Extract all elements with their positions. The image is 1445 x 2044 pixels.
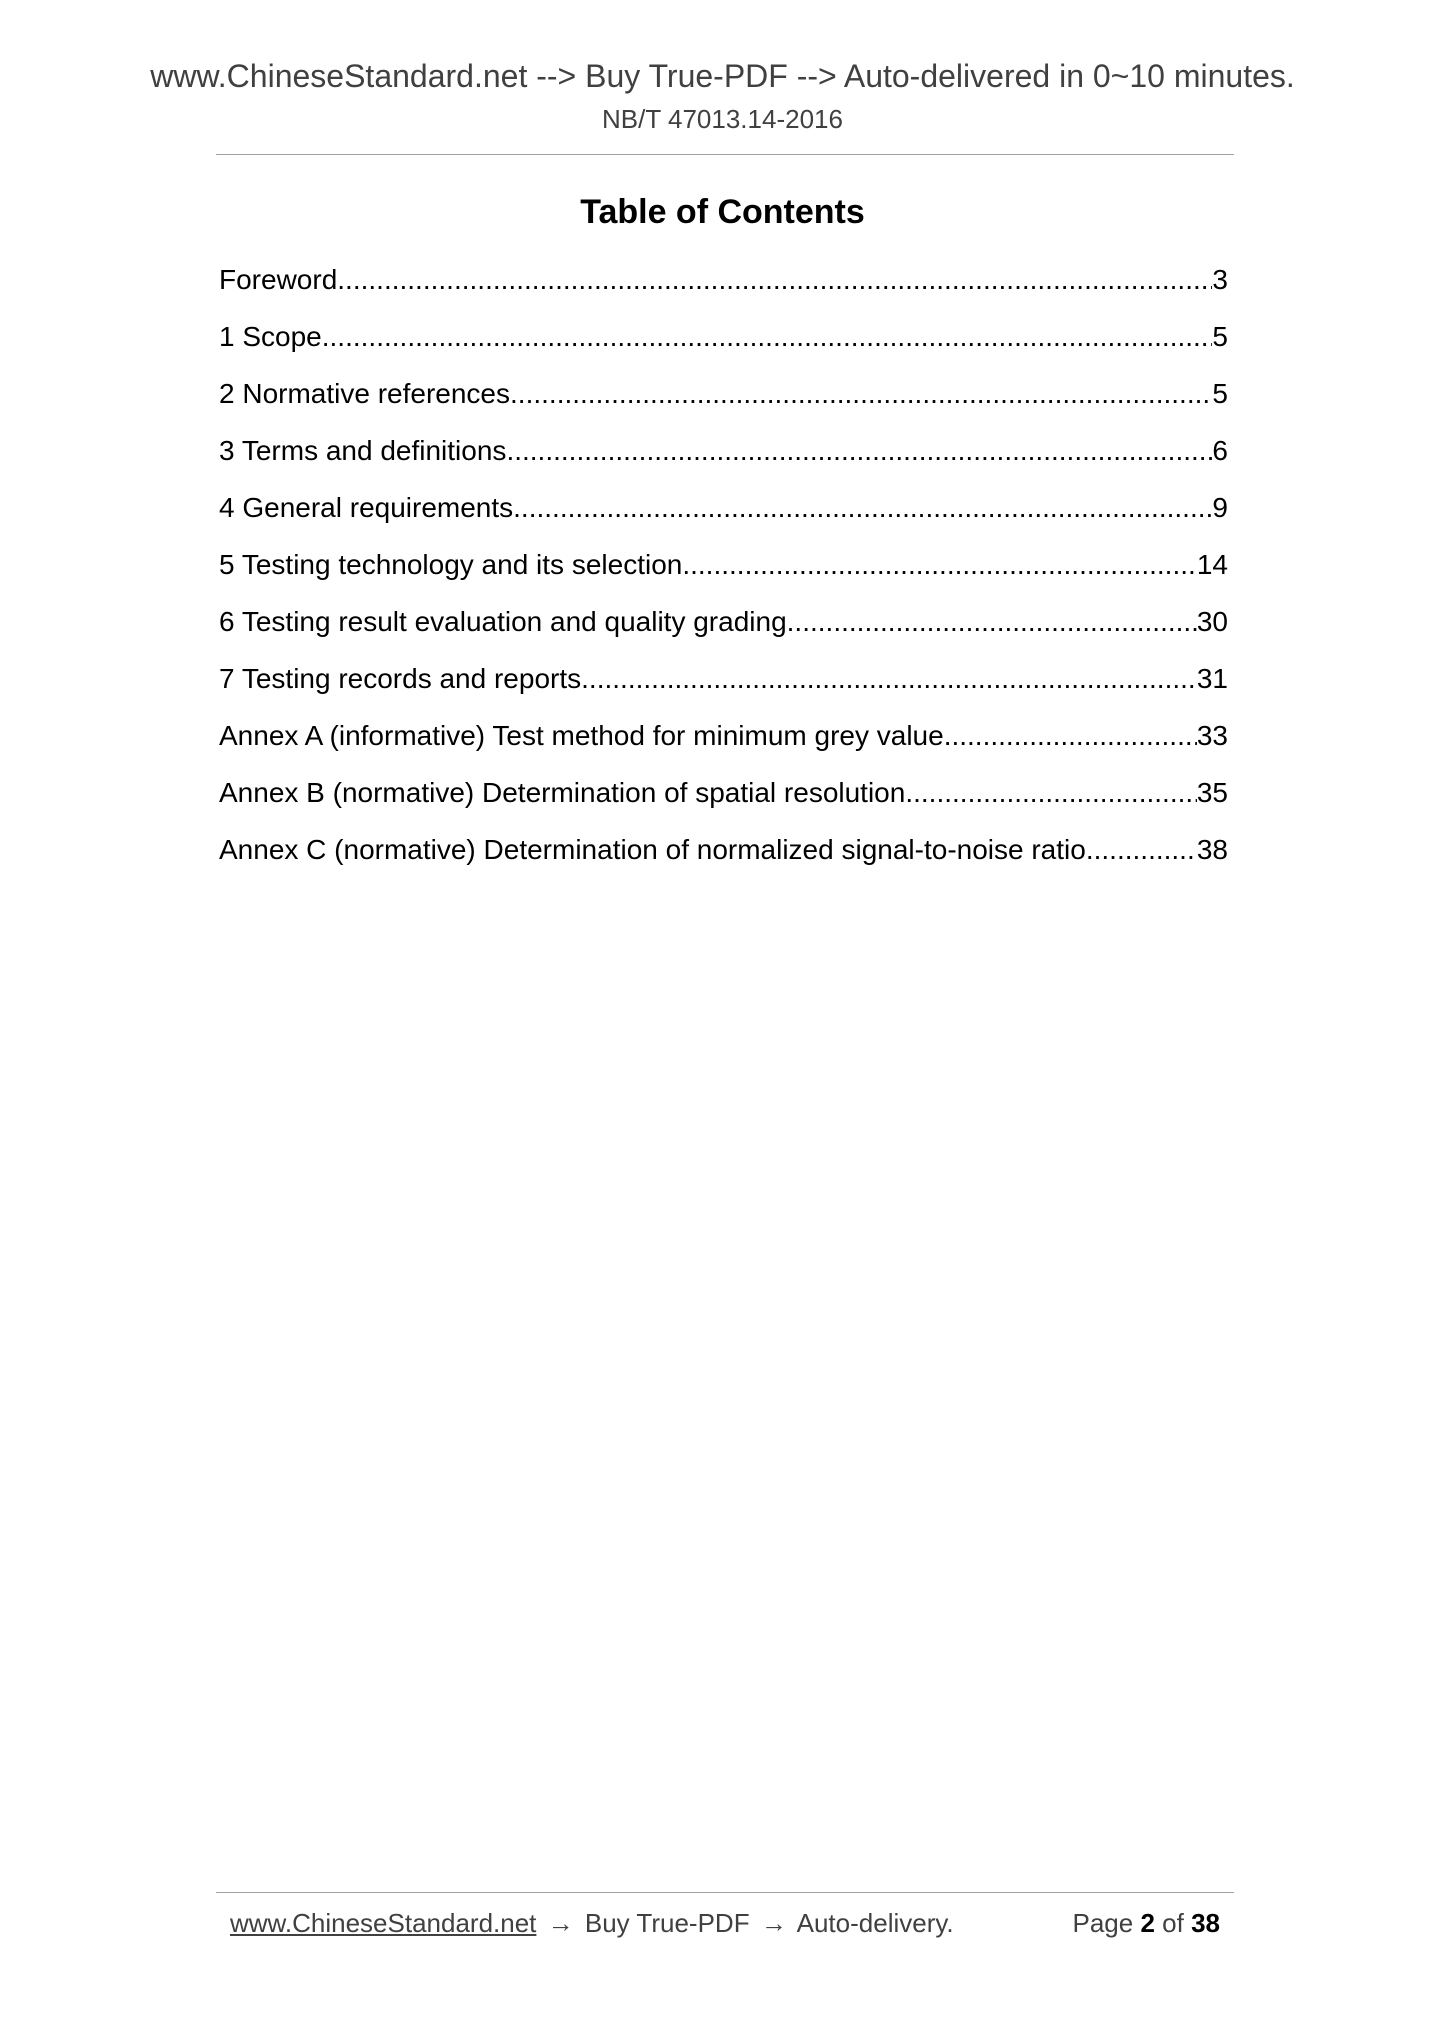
footer-divider xyxy=(216,1892,1234,1893)
toc-entry-page: 5 xyxy=(1212,321,1228,352)
toc-entry-text: Foreword xyxy=(219,264,338,295)
standard-code: NB/T 47013.14-2016 xyxy=(602,104,843,134)
toc-entry-text: 5 Testing technology and its selection xyxy=(219,549,683,580)
arrow-right-icon: → xyxy=(760,1908,787,1938)
toc-dot-leader xyxy=(581,657,1197,701)
arrow-right-icon: → xyxy=(547,1908,574,1938)
footer-site-link[interactable]: www.ChineseStandard.net xyxy=(230,1908,537,1938)
toc-entry-page: 6 xyxy=(1212,435,1228,466)
toc-dot-leader xyxy=(905,771,1197,815)
toc-dot-leader xyxy=(682,543,1197,587)
toc-dot-leader xyxy=(1086,828,1197,872)
toc-entry-text: 4 General requirements xyxy=(219,492,514,523)
toc-entry-annex-c[interactable] xyxy=(219,828,1228,885)
toc-entry-page: 9 xyxy=(1212,492,1228,523)
page-of: of xyxy=(1162,1908,1184,1938)
toc-dot-leader xyxy=(787,600,1197,644)
toc-entry-page: 31 xyxy=(1196,663,1228,694)
toc-entry-text: 3 Terms and definitions xyxy=(219,435,507,466)
toc-entry-result-evaluation[interactable] xyxy=(219,600,1228,657)
toc-entry-page: 5 xyxy=(1212,378,1228,409)
footer-promo xyxy=(230,1908,954,1939)
toc-dot-leader xyxy=(337,258,1212,302)
page-number xyxy=(1072,1908,1220,1939)
toc-entry-general-requirements[interactable] xyxy=(219,486,1228,543)
toc-entry-foreword[interactable] xyxy=(219,258,1228,315)
toc-entry-page: 38 xyxy=(1196,834,1228,865)
footer-buy-text: Buy True-PDF xyxy=(584,1908,750,1938)
toc-entry-text: Annex A (informative) Test method for minimum grey value xyxy=(219,720,944,751)
toc-entry-text: Annex C (normative) Determination of normalized signal-to-noise ratio xyxy=(219,834,1086,865)
toc-entry-scope[interactable] xyxy=(219,315,1228,372)
header-promo-text: www.ChineseStandard.net --> Buy True-PDF --> Auto-delivered in 0~10 minutes. xyxy=(150,58,1295,94)
toc-entry-text: 6 Testing result evaluation and quality grading xyxy=(219,606,787,637)
toc-entry-annex-a[interactable] xyxy=(219,714,1228,771)
toc-entry-annex-b[interactable] xyxy=(219,771,1228,828)
page-current: 2 xyxy=(1140,1908,1155,1938)
page-footer xyxy=(230,1908,1220,1948)
toc-entry-page: 14 xyxy=(1196,549,1228,580)
footer-delivery-text: Auto-delivery. xyxy=(796,1908,954,1938)
table-of-contents xyxy=(219,258,1228,885)
toc-dot-leader xyxy=(510,372,1212,416)
toc-entry-page: 30 xyxy=(1196,606,1228,637)
toc-dot-leader xyxy=(513,486,1212,530)
toc-entry-text: 7 Testing records and reports xyxy=(219,663,582,694)
toc-entry-normative-references[interactable] xyxy=(219,372,1228,429)
toc-entry-page: 33 xyxy=(1196,720,1228,751)
toc-entry-text: Annex B (normative) Determination of spatial resolution xyxy=(219,777,906,808)
toc-dot-leader xyxy=(506,429,1212,473)
toc-entry-page: 35 xyxy=(1196,777,1228,808)
toc-entry-page: 3 xyxy=(1212,264,1228,295)
toc-entry-text: 1 Scope xyxy=(219,321,322,352)
toc-entry-records-and-reports[interactable] xyxy=(219,657,1228,714)
toc-entry-testing-technology[interactable] xyxy=(219,543,1228,600)
header-divider xyxy=(216,154,1234,155)
toc-entry-terms-and-definitions[interactable] xyxy=(219,429,1228,486)
toc-dot-leader xyxy=(944,714,1197,758)
page-total: 38 xyxy=(1191,1908,1220,1938)
toc-title: Table of Contents xyxy=(580,193,865,231)
page-label: Page xyxy=(1072,1908,1134,1938)
toc-entry-text: 2 Normative references xyxy=(219,378,511,409)
toc-dot-leader xyxy=(322,315,1213,359)
